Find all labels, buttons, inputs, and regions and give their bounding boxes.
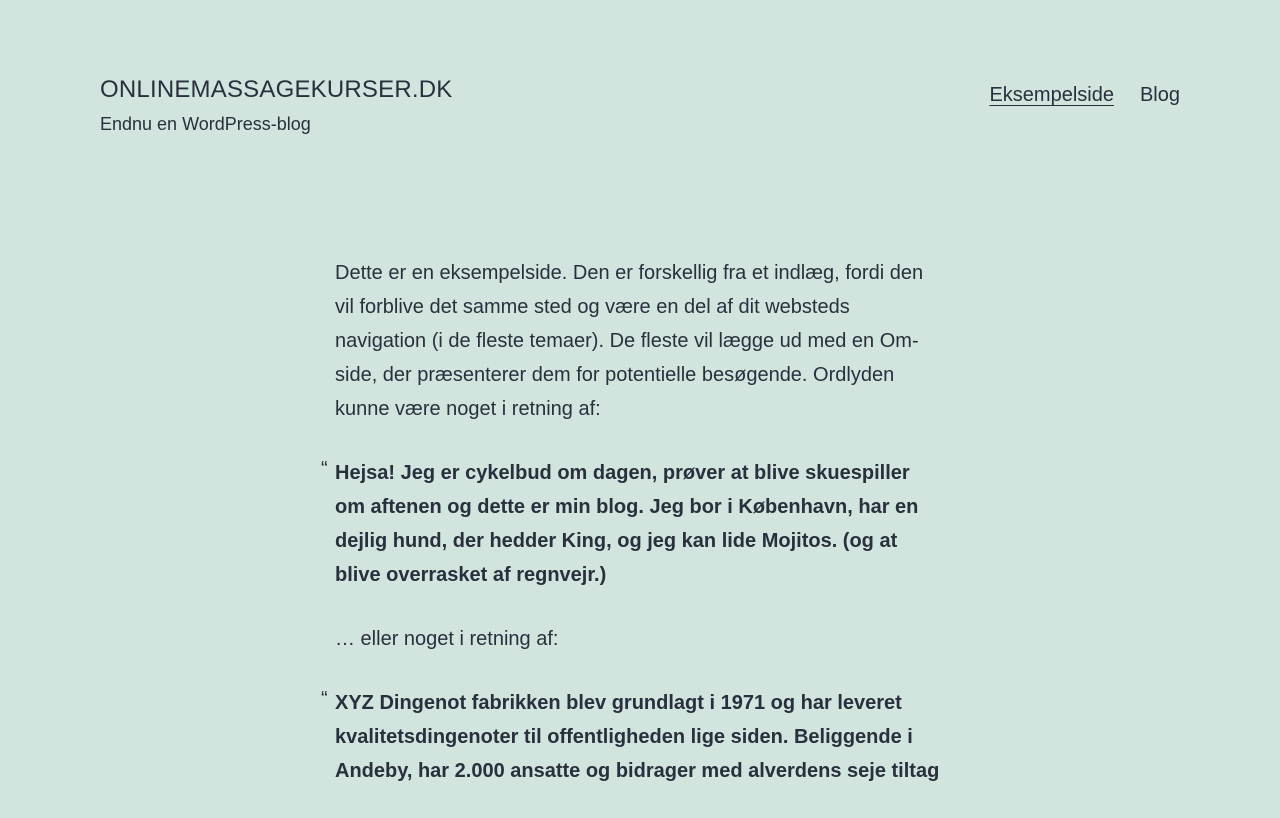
- nav-item-blog[interactable]: Blog: [1139, 84, 1180, 106]
- quote-mark-icon: “: [321, 458, 328, 480]
- site-header: [100, 74, 1180, 144]
- middle-paragraph: … eller noget i retning af:: [335, 628, 559, 650]
- blockquote-text: XYZ Dingenot fabrikken blev grundlagt i 1971 og har leveret kvalitetsdingenoter til offentligheden lige siden. Beliggende i Andeby, har 2.000 ansatte og bidrager med alverdens seje tiltag: [335, 692, 940, 782]
- nav-item-eksempelside[interactable]: Eksempelside: [989, 84, 1114, 106]
- site-description: Endnu en WordPress-blog: [100, 114, 311, 134]
- blockquote-company: [321, 686, 945, 788]
- quote-mark-icon: “: [321, 688, 328, 710]
- intro-paragraph: Dette er en eksempelside. Den er forskellig fra et indlæg, fordi den vil forblive det samme sted og være en del af dit websteds navigation (i de fleste temaer). De fleste vil lægge ud med en Om-side, der præsenterer dem for potentielle besøgende. Ordlyden kunne være noget i retning af:: [335, 262, 924, 420]
- site-title-link[interactable]: ONLINEMASSAGEKURSER.DK: [100, 76, 453, 103]
- primary-navigation: [989, 84, 1180, 107]
- blockquote-cyclist: [321, 456, 945, 592]
- blockquote-text: Hejsa! Jeg er cykelbud om dagen, prøver at blive skuespiller om aftenen og dette er min blog. Jeg bor i København, har en dejlig hund, der hedder King, og jeg kan lide Mojitos. (og at blive overrasket af regnvejr.): [335, 462, 919, 586]
- entry-content: [321, 256, 945, 818]
